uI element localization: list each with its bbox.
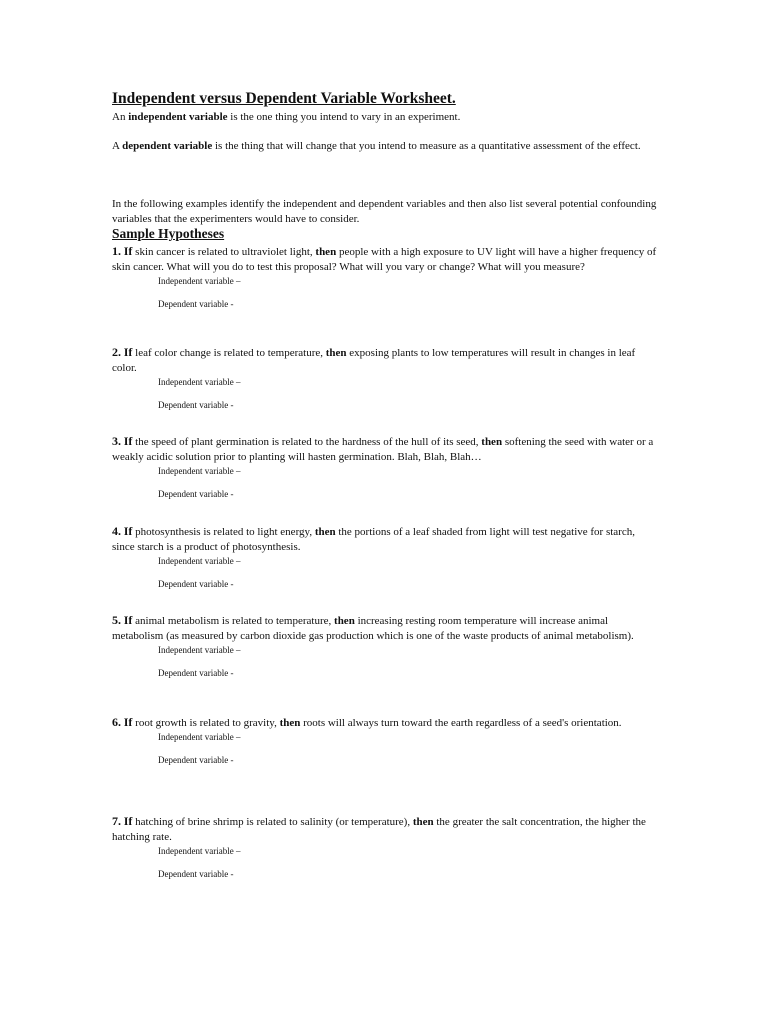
result: people with a high exposure to UV light will have a higher frequency of skin cancer. What will you do to test this proposal? What will you vary or change? What will you measure? <box>112 246 657 273</box>
then-label: then <box>325 347 347 359</box>
dependent-variable-label: Dependent variable - <box>158 400 234 410</box>
dependent-variable-label: Dependent variable - <box>158 489 234 499</box>
dependent-variable-label: Dependent variable - <box>158 579 234 589</box>
condition: photosynthesis is related to light energy, <box>132 526 315 538</box>
then-label: then <box>481 436 503 448</box>
hypothesis-text <box>112 613 657 644</box>
result: the greater the salt concentration, the higher the hatching rate. <box>112 816 646 843</box>
dependent-variable-label: Dependent variable - <box>158 668 234 678</box>
hypothesis-item <box>112 244 657 310</box>
independent-variable-label: Independent variable – <box>158 556 241 566</box>
hypothesis-number: 2. <box>112 345 121 359</box>
section-heading: Sample Hypotheses <box>112 226 225 241</box>
condition: the speed of plant germination is related to the hardness of the hull of its seed, <box>132 436 482 448</box>
if-label: If <box>123 524 133 538</box>
then-label: then <box>334 615 355 627</box>
text: is the thing that will change that you intend to measure as a quantitative assessment of the effect. <box>212 140 641 152</box>
term-independent-variable: independent variable <box>128 111 228 123</box>
if-label: If <box>123 244 133 258</box>
independent-variable-label: Independent variable – <box>158 377 241 387</box>
dependent-variable-label: Dependent variable - <box>158 299 234 309</box>
hypothesis-item <box>112 814 657 880</box>
hypothesis-text <box>112 715 657 731</box>
result: the portions of a leaf shaded from light will test negative for starch, since starch is a product of photosynthesis. <box>112 526 635 553</box>
then-label: then <box>314 526 336 538</box>
if-label: If <box>123 434 133 448</box>
text: is the one thing you intend to vary in an experiment. <box>227 111 461 123</box>
then-label: then <box>412 816 434 828</box>
result: increasing resting room temperature will increase animal metabolism (as measured by carbon dioxide gas production which is one of the waste products of animal metabolism). <box>112 615 634 642</box>
hypothesis-item <box>112 613 657 679</box>
hypothesis-item <box>112 434 657 500</box>
hypothesis-text <box>112 434 657 465</box>
if-label: If <box>123 715 133 729</box>
hypothesis-text <box>112 814 657 845</box>
condition: leaf color change is related to temperature, <box>132 347 326 359</box>
independent-definition <box>112 110 657 125</box>
hypothesis-text <box>112 524 657 555</box>
condition: hatching of brine shrimp is related to salinity (or temperature), <box>132 816 413 828</box>
then-label: then <box>315 246 337 258</box>
independent-variable-label: Independent variable – <box>158 732 241 742</box>
independent-variable-label: Independent variable – <box>158 846 241 856</box>
hypothesis-number: 7. <box>112 814 121 828</box>
dependent-variable-label: Dependent variable - <box>158 869 234 879</box>
hypothesis-number: 3. <box>112 434 121 448</box>
condition: animal metabolism is related to temperature, <box>132 615 335 627</box>
hypothesis-number: 5. <box>112 613 121 627</box>
hypothesis-number: 4. <box>112 524 121 538</box>
dependent-definition <box>112 139 657 154</box>
condition: skin cancer is related to ultraviolet light, <box>132 246 316 258</box>
result: roots will always turn toward the earth regardless of a seed's orientation. <box>300 717 622 729</box>
dependent-variable-label: Dependent variable - <box>158 755 234 765</box>
independent-variable-label: Independent variable – <box>158 645 241 655</box>
text: An <box>112 111 129 123</box>
then-label: then <box>279 717 301 729</box>
hypothesis-item <box>112 345 657 411</box>
hypothesis-text <box>112 345 657 376</box>
term-dependent-variable: dependent variable <box>122 140 213 152</box>
hypothesis-text <box>112 244 657 275</box>
if-label: If <box>123 814 133 828</box>
condition: root growth is related to gravity, <box>132 717 280 729</box>
result: softening the seed with water or a weakly acidic solution prior to planting will hasten germination. Blah, Blah, Blah… <box>112 436 654 463</box>
hypothesis-number: 6. <box>112 715 121 729</box>
page-title: Independent versus Dependent Variable Worksheet. <box>112 90 456 107</box>
if-label: If <box>123 345 133 359</box>
hypothesis-item <box>112 715 657 766</box>
independent-variable-label: Independent variable – <box>158 276 241 286</box>
instructions: In the following examples identify the independent and dependent variables and then also list several potential confounding variables that the experimenters would have to consider. <box>112 198 657 225</box>
hypothesis-number: 1. <box>112 244 121 258</box>
text: A <box>112 140 123 152</box>
result: exposing plants to low temperatures will result in changes in leaf color. <box>112 347 636 374</box>
if-label: If <box>123 613 133 627</box>
hypothesis-item <box>112 524 657 590</box>
independent-variable-label: Independent variable – <box>158 466 241 476</box>
